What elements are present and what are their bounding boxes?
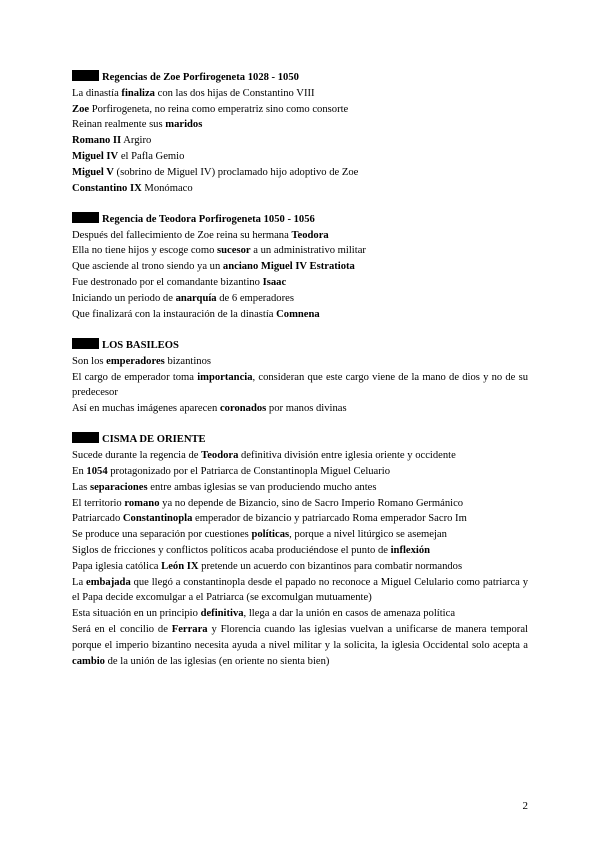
document-body bbox=[72, 70, 528, 685]
bold-text: embajada bbox=[86, 576, 131, 588]
text-paragraph bbox=[72, 622, 528, 669]
section-title: CISMA DE ORIENTE bbox=[102, 434, 206, 446]
text-run: Patriarcado bbox=[72, 513, 123, 525]
text-run: Así en muchas imágenes aparecen bbox=[72, 403, 220, 415]
bold-text: maridos bbox=[165, 119, 203, 131]
bold-text: Teodora bbox=[291, 229, 329, 241]
text-line bbox=[72, 259, 528, 275]
text-paragraph bbox=[72, 370, 528, 402]
text-run: Porfirogeneta, no reina como emperatriz sino como consorte bbox=[89, 103, 349, 115]
text-run: a un administrativo militar bbox=[250, 245, 366, 257]
text-line bbox=[72, 401, 528, 417]
text-line bbox=[72, 511, 528, 527]
text-line bbox=[72, 165, 528, 181]
section bbox=[72, 432, 528, 669]
section-title: LOS BASILEOS bbox=[102, 339, 179, 351]
text-run: La bbox=[72, 576, 87, 588]
text-line bbox=[72, 117, 528, 133]
bold-text: cambio bbox=[72, 655, 105, 667]
text-line bbox=[72, 354, 528, 370]
text-run: Sucede durante la regencia de bbox=[72, 450, 202, 462]
section-heading bbox=[72, 338, 528, 354]
text-line bbox=[72, 149, 528, 165]
text-line bbox=[72, 307, 528, 323]
text-run: Ella no tiene hijos y escoge como bbox=[72, 245, 218, 257]
text-run: de la unión de las iglesias (en oriente no sienta bien) bbox=[104, 655, 330, 667]
text-run: , consideran que este cargo viene de la mano de dios y no de su predecesor bbox=[72, 371, 528, 399]
text-line bbox=[72, 448, 528, 464]
text-line bbox=[72, 86, 528, 102]
text-line bbox=[72, 275, 528, 291]
bold-text: León IX bbox=[161, 560, 199, 572]
text-line bbox=[72, 243, 528, 259]
text-run: Esta situación en un principio bbox=[72, 608, 201, 620]
text-run: La dinastía bbox=[72, 87, 122, 99]
bold-text: sucesor bbox=[217, 245, 251, 257]
text-run: y Florencia cuando las iglesias vuelvan a unificarse de manera temporal porque el imperio bizantino necesita ayuda a nivel militar y la solicita, la iglesia Occidental solo acepta a bbox=[72, 624, 528, 651]
redaction-box bbox=[72, 338, 99, 349]
text-run: El cargo de emperador toma bbox=[72, 371, 198, 383]
bold-text: emperadores bbox=[106, 355, 165, 367]
text-run: emperador de bizancio y patriarcado Roma emperador Sacro Im bbox=[192, 513, 467, 525]
bold-text: Miguel V bbox=[72, 166, 114, 178]
section-title: Regencias de Zoe Porfirogeneta 1028 - 1050 bbox=[102, 72, 299, 83]
bold-text: romano bbox=[124, 497, 160, 509]
bold-text: coronados bbox=[219, 403, 267, 415]
text-run: Papa iglesia católica bbox=[72, 560, 162, 572]
bold-text: Isaac bbox=[262, 277, 287, 289]
section-title: Regencia de Teodora Porfirogeneta 1050 - 1056 bbox=[102, 213, 315, 225]
bold-text: definitiva bbox=[200, 608, 244, 620]
text-line bbox=[72, 543, 528, 559]
text-run: , porque a nivel litúrgico se asemejan bbox=[289, 529, 447, 541]
text-run: Argiro bbox=[121, 135, 152, 147]
text-run: , llega a dar la unión en casos de amenaza política bbox=[243, 608, 456, 620]
text-run: (sobrino de Miguel IV) proclamado hijo adoptivo de Zoe bbox=[113, 166, 359, 178]
bold-text: Ferrara bbox=[171, 624, 208, 635]
text-run: Será en el concilio de bbox=[72, 624, 172, 635]
page-number: 2 bbox=[522, 800, 528, 812]
bold-text: anarquía bbox=[175, 292, 217, 304]
text-run: ya no depende de Bizancio, sino de Sacro Imperio Romano Germánico bbox=[159, 497, 464, 509]
text-paragraph bbox=[72, 575, 528, 607]
text-line bbox=[72, 464, 528, 480]
text-run: El territorio bbox=[72, 497, 125, 509]
text-run: Reinan realmente sus bbox=[72, 119, 166, 131]
text-line bbox=[72, 480, 528, 496]
section bbox=[72, 70, 528, 196]
redaction-box bbox=[72, 212, 99, 223]
redaction-box bbox=[72, 432, 99, 443]
text-run: protagonizado por el Patriarca de Constantinopla Miguel Celuario bbox=[107, 466, 391, 478]
section bbox=[72, 212, 528, 323]
bold-text: inflexión bbox=[390, 545, 431, 557]
bold-text: Teodora bbox=[201, 450, 239, 462]
bold-text: Comnena bbox=[276, 308, 320, 320]
bold-text: Romano II bbox=[72, 135, 122, 147]
text-run: Después del fallecimiento de Zoe reina su hermana bbox=[72, 229, 292, 241]
bold-text: importancia bbox=[197, 371, 253, 383]
text-run: que llegó a constantinopla desde el papado no reconoce a Miguel Celulario como patriarca y el Papa decide excomulgar a el Patriarca (se excomulgan mutuamente) bbox=[72, 576, 528, 604]
text-run: pretende un acuerdo con bizantinos para combatir normandos bbox=[198, 560, 463, 572]
text-run: Que finalizará con la instauración de la dinastía bbox=[72, 308, 277, 320]
bold-text: políticas bbox=[251, 529, 290, 541]
text-run: Las bbox=[72, 481, 90, 493]
text-run: por manos divinas bbox=[266, 403, 347, 415]
text-run: entre ambas iglesias se van produciendo mucho antes bbox=[147, 481, 377, 493]
bold-text: 1054 bbox=[86, 466, 108, 478]
text-line bbox=[72, 291, 528, 307]
section-heading bbox=[72, 70, 528, 86]
text-line bbox=[72, 606, 528, 622]
text-line bbox=[72, 181, 528, 197]
text-run: Fue destronado por el comandante bizantino bbox=[72, 277, 263, 289]
text-line bbox=[72, 527, 528, 543]
bold-text: Zoe bbox=[72, 103, 90, 115]
section-heading bbox=[72, 432, 528, 448]
bold-text: Constantinopla bbox=[122, 513, 193, 525]
text-line bbox=[72, 559, 528, 575]
text-run: bizantinos bbox=[164, 355, 212, 367]
text-run: Se produce una separación por cuestiones bbox=[72, 529, 252, 541]
section-heading bbox=[72, 212, 528, 228]
text-run: Monómaco bbox=[141, 182, 193, 194]
text-run: de 6 emperadores bbox=[216, 292, 294, 304]
text-run: con las dos hijas de Constantino VIII bbox=[154, 87, 315, 99]
bold-text: anciano Miguel IV Estratiota bbox=[222, 261, 355, 273]
text-run: Siglos de fricciones y conflictos políticos acaba produciéndose el punto de bbox=[72, 545, 391, 557]
bold-text: separaciones bbox=[89, 481, 148, 493]
bold-text: Constantino IX bbox=[72, 182, 142, 194]
bold-text: Miguel IV bbox=[72, 150, 119, 162]
redaction-box bbox=[72, 70, 99, 81]
text-line bbox=[72, 496, 528, 512]
text-run: Que asciende al trono siendo ya un bbox=[72, 261, 223, 273]
text-run: el Pafla Gemio bbox=[118, 150, 185, 162]
text-run: En bbox=[72, 466, 87, 478]
text-run: definitiva división entre iglesia oriente y occidente bbox=[238, 450, 456, 462]
text-line bbox=[72, 133, 528, 149]
section bbox=[72, 338, 528, 417]
text-run: Son los bbox=[72, 355, 107, 367]
bold-text: finaliza bbox=[121, 87, 155, 99]
text-run: Iniciando un periodo de bbox=[72, 292, 176, 304]
text-line bbox=[72, 228, 528, 244]
text-line bbox=[72, 102, 528, 118]
